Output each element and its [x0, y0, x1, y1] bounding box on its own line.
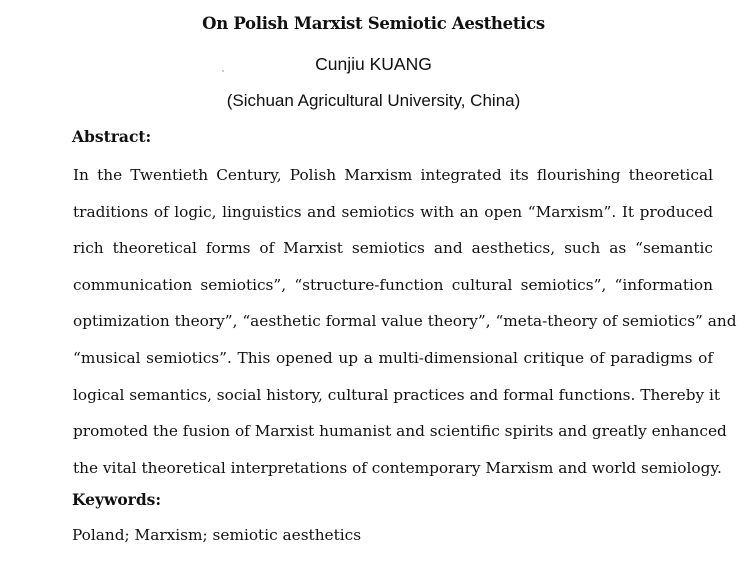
paper-title: On Polish Marxist Semiotic Aesthetics — [202, 14, 545, 33]
author-affiliation: (Sichuan Agricultural University, China) — [226, 91, 521, 110]
abstract-line: rich theoretical forms of Marxist semiotics and aesthetics, such as “semantic — [73, 239, 713, 258]
abstract-line: In the Twentieth Century, Polish Marxism integrated its flourishing theoretical — [73, 166, 713, 184]
abstract-line: promoted the fusion of Marxist humanist and scientific spirits and greatly enhanced — [73, 422, 727, 441]
abstract-line: “musical semiotics”. This opened up a multi-dimensional critique of paradigms of — [73, 348, 713, 367]
abstract-line: logical semantics, social history, cultural practices and formal functions. Thereby it — [73, 385, 721, 404]
abstract-body — [73, 157, 737, 486]
abstract-line: communication semiotics”, “structure-function cultural semiotics”, “information — [73, 275, 713, 294]
keywords-list: Poland; Marxism; semiotic aesthetics — [72, 526, 362, 544]
abstract-line: the vital theoretical interpretations of contemporary Marxism and world semiology. — [73, 458, 722, 477]
keywords-heading: Keywords: — [72, 490, 162, 509]
abstract-line: optimization theory”, “aesthetic formal value theory”, “meta-theory of semiotics” and — [73, 312, 737, 331]
abstract-heading: Abstract: — [72, 127, 152, 146]
abstract-line: traditions of logic, linguistics and semiotics with an open “Marxism”. It produced — [73, 202, 713, 221]
author-name: Cunjiu KUANG — [315, 54, 432, 74]
